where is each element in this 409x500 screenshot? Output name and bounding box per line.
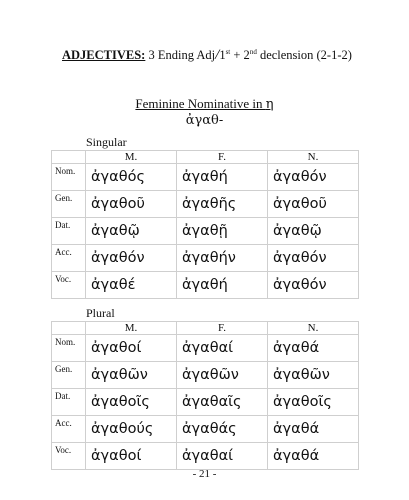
plural-form-m: ἀγαθούς bbox=[86, 416, 177, 443]
singular-form-f: ἀγαθή bbox=[177, 164, 268, 191]
singular-form-n: ἀγαθόν bbox=[268, 272, 359, 299]
heading-slash: / bbox=[215, 47, 220, 63]
plural-form-m: ἀγαθῶν bbox=[86, 362, 177, 389]
plural-column-header: N. bbox=[268, 322, 359, 335]
singular-form-f: ἀγαθήν bbox=[177, 245, 268, 272]
singular-row bbox=[52, 191, 359, 218]
section-title-start: Feminine Nominative in bbox=[135, 96, 266, 111]
singular-row bbox=[52, 218, 359, 245]
section-stem: ἀγαθ- bbox=[185, 113, 224, 128]
singular-label: Singular bbox=[86, 135, 127, 149]
singular-case-label: Dat. bbox=[52, 218, 86, 245]
heading-second-sup: nd bbox=[249, 47, 257, 56]
singular-column-header: N. bbox=[268, 151, 359, 164]
plural-form-f: ἀγαθῶν bbox=[177, 362, 268, 389]
heading-first-sup: st bbox=[225, 47, 231, 56]
singular-form-f: ἀγαθῆς bbox=[177, 191, 268, 218]
plural-row bbox=[52, 443, 359, 470]
singular-case-label: Voc. bbox=[52, 272, 86, 299]
singular-form-n: ἀγαθόν bbox=[268, 245, 359, 272]
singular-case-label: Nom. bbox=[52, 164, 86, 191]
singular-table bbox=[51, 150, 359, 299]
singular-case-label: Gen. bbox=[52, 191, 86, 218]
plural-case-label: Nom. bbox=[52, 335, 86, 362]
singular-form-f: ἀγαθῇ bbox=[177, 218, 268, 245]
plural-column-header: M. bbox=[86, 322, 177, 335]
section-title bbox=[0, 96, 409, 112]
heading-text-start: 3 Ending Adj bbox=[148, 48, 216, 62]
plural-row bbox=[52, 362, 359, 389]
singular-row bbox=[52, 272, 359, 299]
singular-form-m: ἀγαθόν bbox=[86, 245, 177, 272]
singular-form-m: ἀγαθοῦ bbox=[86, 191, 177, 218]
plural-form-n: ἀγαθά bbox=[268, 443, 359, 470]
singular-form-f: ἀγαθή bbox=[177, 272, 268, 299]
plural-row bbox=[52, 416, 359, 443]
singular-row bbox=[52, 245, 359, 272]
section-title-text bbox=[135, 96, 273, 111]
plural-table bbox=[51, 321, 359, 470]
heading-first: 1 bbox=[219, 48, 226, 62]
singular-column-header bbox=[52, 151, 86, 164]
plural-form-n: ἀγαθά bbox=[268, 335, 359, 362]
plural-column-header: F. bbox=[177, 322, 268, 335]
plural-case-label: Acc. bbox=[52, 416, 86, 443]
plural-case-label: Gen. bbox=[52, 362, 86, 389]
plural-case-label: Voc. bbox=[52, 443, 86, 470]
plural-column-header bbox=[52, 322, 86, 335]
singular-form-n: ἀγαθοῦ bbox=[268, 191, 359, 218]
singular-row bbox=[52, 164, 359, 191]
section-title-end: η bbox=[265, 97, 274, 112]
plural-form-f: ἀγαθαί bbox=[177, 443, 268, 470]
plural-case-label: Dat. bbox=[52, 389, 86, 416]
plural-form-f: ἀγαθαῖς bbox=[177, 389, 268, 416]
page-heading bbox=[62, 47, 352, 64]
singular-form-m: ἀγαθέ bbox=[86, 272, 177, 299]
plural-label: Plural bbox=[86, 306, 115, 320]
singular-case-label: Acc. bbox=[52, 245, 86, 272]
plural-form-m: ἀγαθοί bbox=[86, 335, 177, 362]
singular-header-row bbox=[52, 151, 359, 164]
plural-row bbox=[52, 389, 359, 416]
singular-column-header: M. bbox=[86, 151, 177, 164]
heading-text-end: declension (2-1-2) bbox=[259, 48, 352, 62]
plural-form-m: ἀγαθοί bbox=[86, 443, 177, 470]
plural-form-n: ἀγαθά bbox=[268, 416, 359, 443]
plural-form-n: ἀγαθῶν bbox=[268, 362, 359, 389]
plural-row bbox=[52, 335, 359, 362]
page-number: - 21 - bbox=[192, 468, 217, 480]
plural-form-m: ἀγαθοῖς bbox=[86, 389, 177, 416]
plural-form-f: ἀγαθάς bbox=[177, 416, 268, 443]
plural-header-row bbox=[52, 322, 359, 335]
singular-form-m: ἀγαθός bbox=[86, 164, 177, 191]
singular-form-n: ἀγαθῷ bbox=[268, 218, 359, 245]
singular-column-header: F. bbox=[177, 151, 268, 164]
singular-form-n: ἀγαθόν bbox=[268, 164, 359, 191]
plural-form-n: ἀγαθοῖς bbox=[268, 389, 359, 416]
heading-lead: ADJECTIVES: bbox=[62, 48, 146, 62]
plural-form-f: ἀγαθαί bbox=[177, 335, 268, 362]
singular-form-m: ἀγαθῷ bbox=[86, 218, 177, 245]
heading-plus: + 2 bbox=[233, 48, 250, 62]
